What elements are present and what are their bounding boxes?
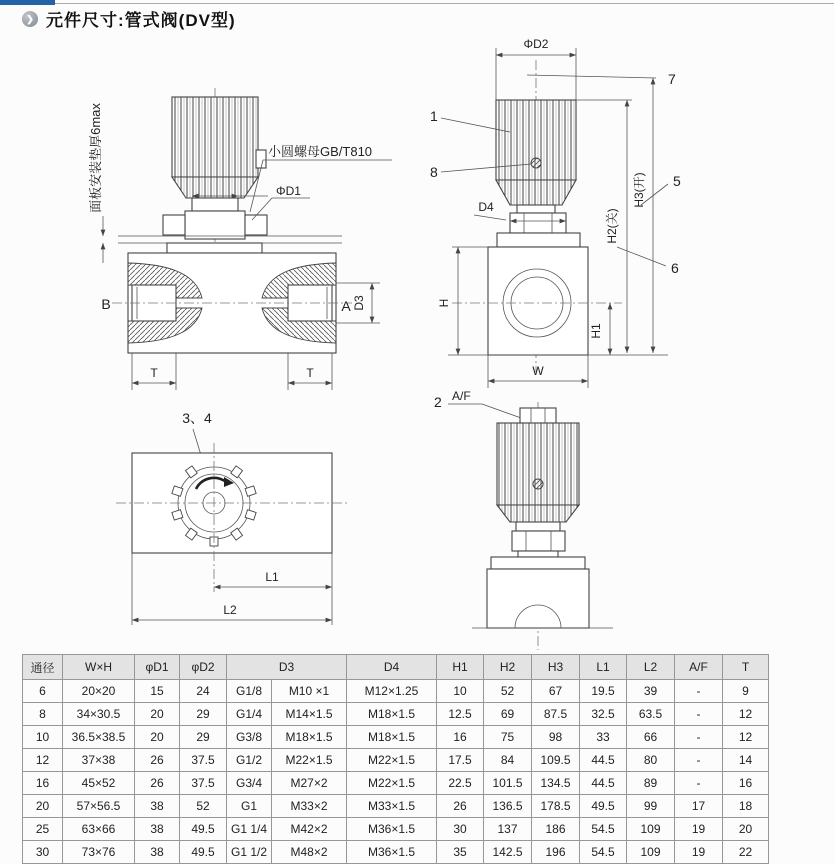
table-cell: 84: [484, 749, 532, 772]
table-cell: M42×2: [272, 818, 347, 841]
table-cell: 44.5: [580, 749, 627, 772]
col-header-h3: H3: [532, 655, 580, 680]
table-cell: 52: [180, 795, 227, 818]
table-cell: 39: [627, 680, 675, 703]
table-row: [23, 703, 769, 726]
table-row: [23, 680, 769, 703]
table-cell: 54.5: [580, 841, 627, 864]
panel-note: 面板安装垫厚6max: [88, 103, 103, 213]
table-cell: 52: [484, 680, 532, 703]
table-cell: M22×1.5: [347, 749, 437, 772]
table-cell: 38: [135, 841, 180, 864]
table-cell: 186: [532, 818, 580, 841]
table-cell: 101.5: [484, 772, 532, 795]
hex-top: [520, 408, 556, 423]
col-header-h2: H2: [484, 655, 532, 680]
col-header-l1: L1: [580, 655, 627, 680]
table-cell: 109.5: [532, 749, 580, 772]
table-cell: G1: [227, 795, 272, 818]
col-header-wh: W×H: [63, 655, 135, 680]
dim-h1-label: H1: [589, 323, 603, 339]
col-header-d3: D3: [227, 655, 347, 680]
table-cell: G1 1/2: [227, 841, 272, 864]
table-cell: 6: [23, 680, 63, 703]
col-header-d2: φD2: [180, 655, 227, 680]
dim-d3-label: D3: [352, 295, 366, 311]
table-cell: M18×1.5: [347, 726, 437, 749]
callout-5: 5: [673, 173, 681, 189]
table-cell: 22.5: [437, 772, 484, 795]
table-cell: 26: [135, 772, 180, 795]
table-cell: M48×2: [272, 841, 347, 864]
table-cell: 17.5: [437, 749, 484, 772]
table-cell: 54.5: [580, 818, 627, 841]
table-cell: 49.5: [180, 841, 227, 864]
table-cell: 29: [180, 726, 227, 749]
table-cell: 12: [23, 749, 63, 772]
table-cell: 20×20: [63, 680, 135, 703]
col-header-h1: H1: [437, 655, 484, 680]
table-cell: 20: [23, 795, 63, 818]
spec-table: [22, 654, 769, 864]
table-cell: 17: [675, 795, 723, 818]
table-cell: M36×1.5: [347, 818, 437, 841]
dim-l2-label: L2: [223, 603, 237, 617]
table-cell: 35: [437, 841, 484, 864]
col-header-l2: L2: [627, 655, 675, 680]
dim-h2-label: H2(关): [605, 208, 619, 244]
table-cell: 20: [135, 703, 180, 726]
table-cell: 30: [23, 841, 63, 864]
table-cell: 63×66: [63, 818, 135, 841]
table-cell: 12.5: [437, 703, 484, 726]
callout-3-4: 3、4: [182, 410, 212, 426]
col-header-d4: D4: [347, 655, 437, 680]
table-cell: 19: [675, 818, 723, 841]
table-cell: M18×1.5: [347, 703, 437, 726]
table-cell: 80: [627, 749, 675, 772]
table-cell: 33: [580, 726, 627, 749]
table-row: [23, 749, 769, 772]
table-cell: 16: [437, 726, 484, 749]
table-cell: G1/8: [227, 680, 272, 703]
callout-1: 1: [430, 108, 438, 124]
table-cell: 8: [23, 703, 63, 726]
table-cell: 137: [484, 818, 532, 841]
table-cell: 20: [723, 818, 769, 841]
table-row: [23, 818, 769, 841]
table-cell: G1/4: [227, 703, 272, 726]
table-cell: 45×52: [63, 772, 135, 795]
table-cell: 63.5: [627, 703, 675, 726]
knob-side: [172, 97, 258, 177]
table-cell: M22×1.5: [347, 772, 437, 795]
dim-d1-label: ΦD1: [276, 184, 301, 198]
table-cell: 29: [180, 703, 227, 726]
port-b-label: B: [101, 296, 111, 312]
table-cell: M14×1.5: [272, 703, 347, 726]
table-cell: 98: [532, 726, 580, 749]
callout-7: 7: [668, 71, 676, 87]
table-cell: 26: [135, 749, 180, 772]
table-cell: 69: [484, 703, 532, 726]
table-cell: M22×1.5: [272, 749, 347, 772]
table-row: [23, 795, 769, 818]
table-cell: -: [675, 749, 723, 772]
table-cell: 12: [723, 703, 769, 726]
table-cell: 12: [723, 726, 769, 749]
dim-d2-label: ΦD2: [523, 37, 549, 51]
table-cell: 49.5: [180, 818, 227, 841]
table-cell: 73×76: [63, 841, 135, 864]
table-cell: M27×2: [272, 772, 347, 795]
dim-t-left-label: T: [150, 366, 158, 380]
table-cell: 37×38: [63, 749, 135, 772]
table-cell: 26: [437, 795, 484, 818]
drawing-front-view: [430, 37, 681, 419]
port-a-label: A: [341, 298, 351, 314]
table-cell: M18×1.5: [272, 726, 347, 749]
table-cell: G3/4: [227, 772, 272, 795]
table-cell: 67: [532, 680, 580, 703]
table-cell: G3/8: [227, 726, 272, 749]
table-cell: 18: [723, 795, 769, 818]
table-cell: G1/2: [227, 749, 272, 772]
dim-l1-label: L1: [265, 570, 279, 584]
table-cell: 38: [135, 795, 180, 818]
table-cell: 19: [675, 841, 723, 864]
table-cell: -: [675, 726, 723, 749]
page-title: 元件尺寸:管式阀(DV型): [46, 11, 236, 30]
table-cell: 142.5: [484, 841, 532, 864]
table-cell: 16: [723, 772, 769, 795]
callout-2: 2: [434, 394, 442, 410]
callout-8: 8: [430, 164, 438, 180]
col-header-af: A/F: [675, 655, 723, 680]
table-cell: 87.5: [532, 703, 580, 726]
table-cell: 37.5: [180, 749, 227, 772]
table-cell: 44.5: [580, 772, 627, 795]
table-cell: M33×2: [272, 795, 347, 818]
table-cell: 37.5: [180, 772, 227, 795]
table-cell: -: [675, 772, 723, 795]
table-cell: 109: [627, 841, 675, 864]
table-cell: 10: [437, 680, 484, 703]
table-row: [23, 772, 769, 795]
drawing-side-view: [88, 88, 392, 390]
dim-d4-label: D4: [478, 200, 494, 214]
table-cell: 9: [723, 680, 769, 703]
table-cell: 14: [723, 749, 769, 772]
dim-t-right-label: T: [306, 366, 314, 380]
table-cell: 57×56.5: [63, 795, 135, 818]
table-cell: 134.5: [532, 772, 580, 795]
callout-6: 6: [671, 260, 679, 276]
nut-note: 小圆螺母GB/T810: [268, 144, 373, 159]
table-cell: M12×1.25: [347, 680, 437, 703]
table-header-row: [23, 655, 769, 680]
valve-body-elevation: [487, 569, 589, 628]
table-cell: -: [675, 703, 723, 726]
col-header-t: T: [723, 655, 769, 680]
table-cell: 136.5: [484, 795, 532, 818]
knob-elevation: [497, 423, 579, 505]
table-cell: 89: [627, 772, 675, 795]
table-cell: G1 1/4: [227, 818, 272, 841]
table-row: [23, 726, 769, 749]
table-cell: 34×30.5: [63, 703, 135, 726]
table-cell: -: [675, 680, 723, 703]
table-cell: M10 ×1: [272, 680, 347, 703]
table-cell: M36×1.5: [347, 841, 437, 864]
table-cell: 75: [484, 726, 532, 749]
table-cell: 30: [437, 818, 484, 841]
table-cell: 49.5: [580, 795, 627, 818]
table-cell: M33×1.5: [347, 795, 437, 818]
table-cell: 38: [135, 818, 180, 841]
col-header-bore: 通径: [23, 655, 63, 680]
table-cell: 99: [627, 795, 675, 818]
table-cell: 19.5: [580, 680, 627, 703]
d4-nut: [510, 213, 566, 233]
table-cell: 20: [135, 726, 180, 749]
panel-nut: [185, 211, 245, 239]
table-cell: 16: [23, 772, 63, 795]
dim-h3-label: H3(开): [632, 172, 646, 208]
table-cell: 36.5×38.5: [63, 726, 135, 749]
table-cell: 109: [627, 818, 675, 841]
bullet-icon: ❯: [22, 11, 38, 27]
table-row: [23, 841, 769, 864]
table-cell: 10: [23, 726, 63, 749]
dim-h-label: H: [437, 298, 451, 308]
table-cell: 32.5: [580, 703, 627, 726]
table-cell: 66: [627, 726, 675, 749]
table-cell: 178.5: [532, 795, 580, 818]
dim-af-label: A/F: [452, 389, 471, 403]
table-cell: 22: [723, 841, 769, 864]
col-header-d1: φD1: [135, 655, 180, 680]
table-cell: 25: [23, 818, 63, 841]
drawing-elevation-view: [472, 402, 613, 650]
table-cell: 196: [532, 841, 580, 864]
dim-w-label: W: [532, 364, 544, 378]
set-screw: [531, 158, 541, 168]
table-cell: 15: [135, 680, 180, 703]
table-cell: 24: [180, 680, 227, 703]
